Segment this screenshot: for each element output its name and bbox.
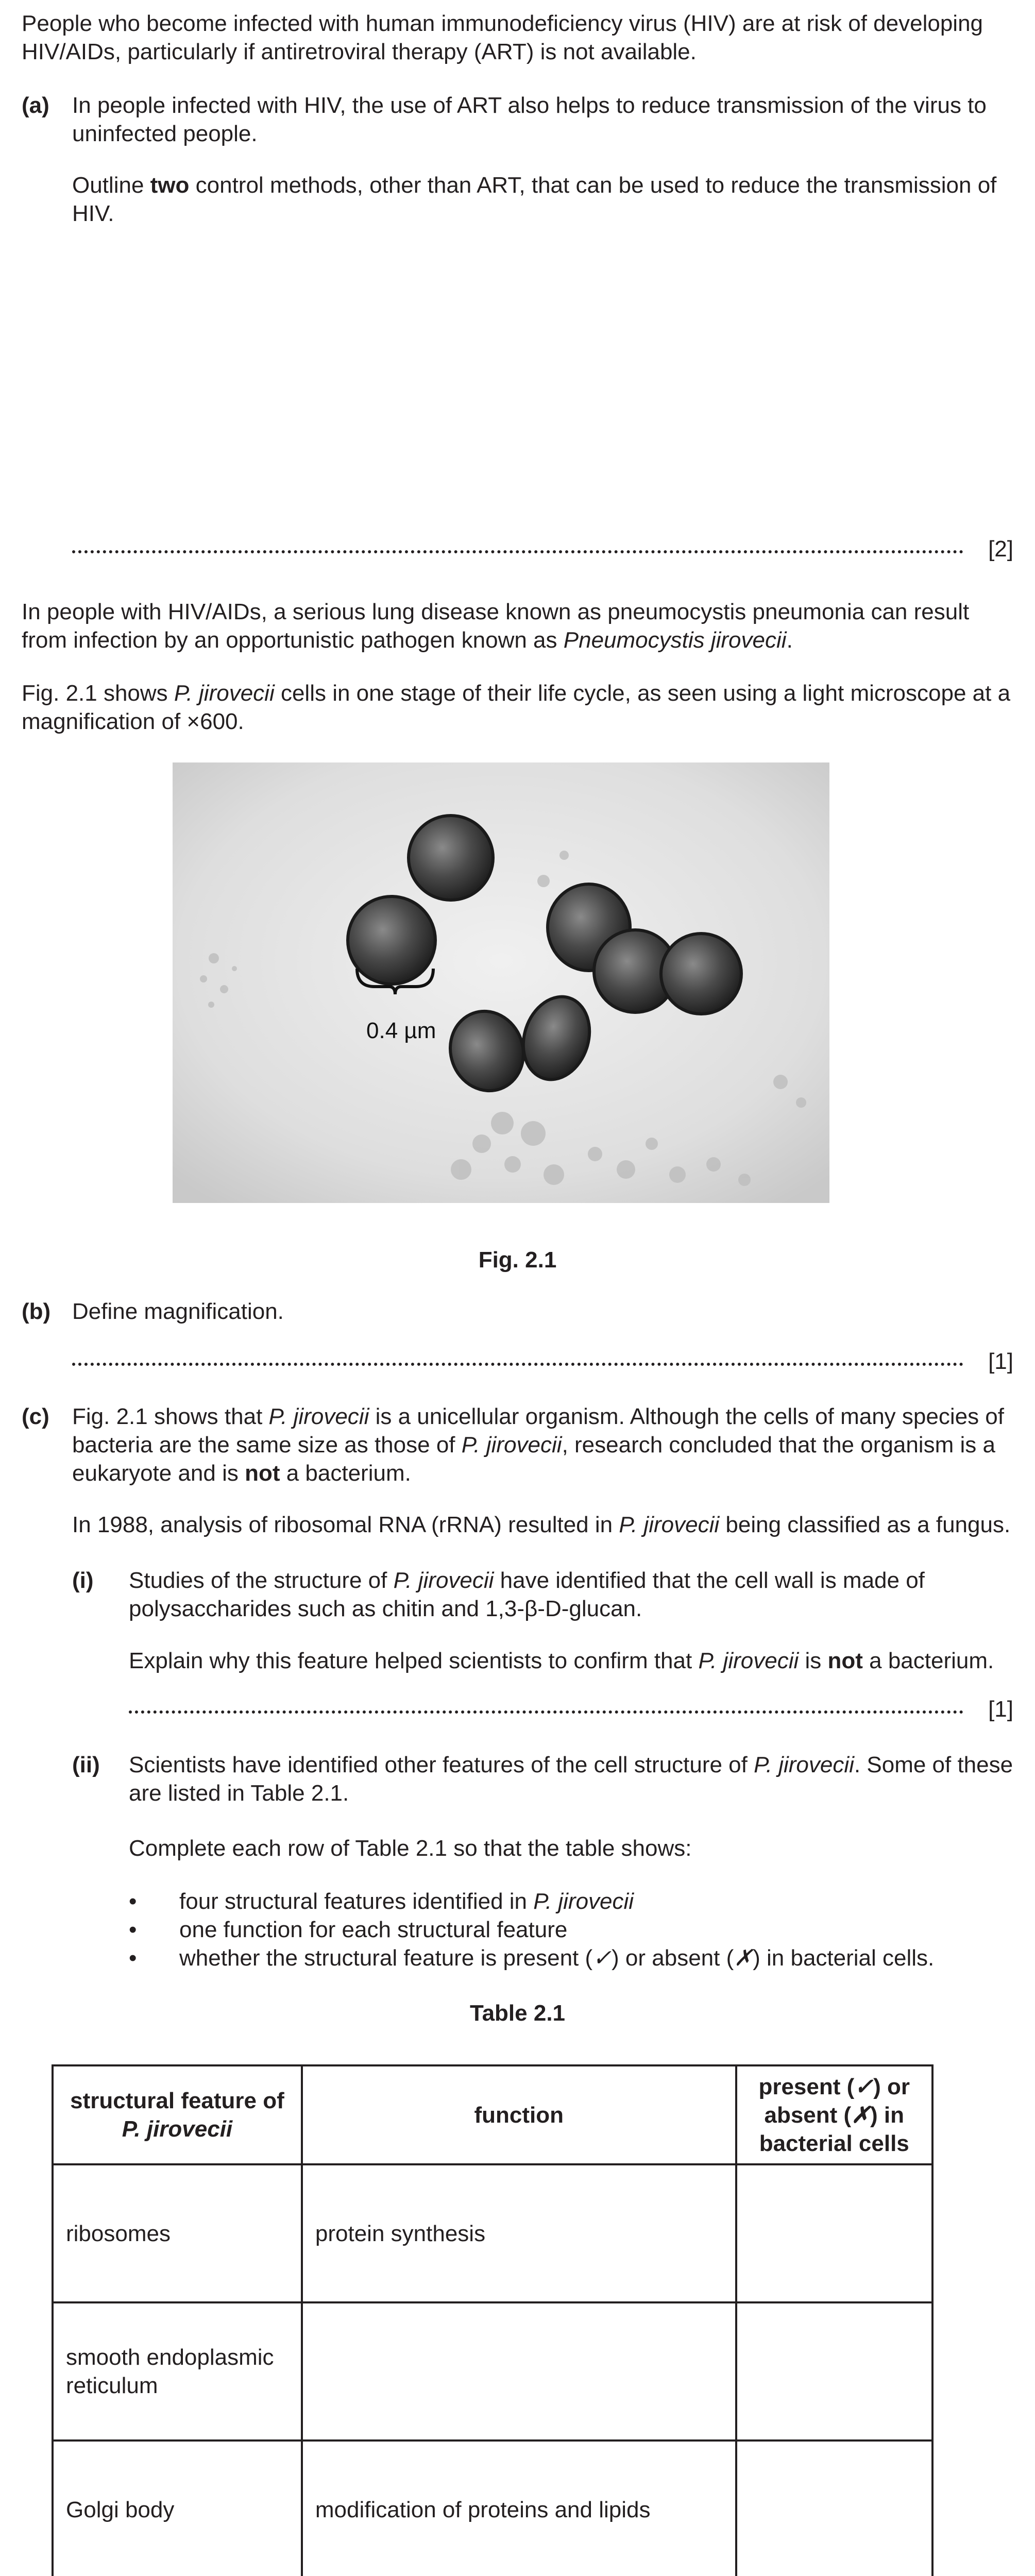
table-row — [53, 2441, 932, 2576]
question-c-ii-text: Scientists have identified other features of the cell structure of P. jirovecii. Some of these are listed in Table 2.1. — [129, 1752, 1013, 1806]
table-row — [53, 2164, 932, 2302]
bullet-item: • one function for each structural feature — [129, 1916, 1013, 1944]
question-c-label: (c) — [22, 1404, 49, 1429]
cell-present-answer[interactable] — [736, 2302, 933, 2441]
bullet-item: • four structural features identified in P. jirovecii — [129, 1887, 1013, 1916]
question-b-label: (b) — [22, 1299, 51, 1324]
cell-present-answer[interactable] — [736, 2164, 933, 2302]
answer-line-a[interactable] — [72, 550, 963, 553]
cell-feature: smooth endoplasmic reticulum — [53, 2302, 302, 2441]
question-c-i-text: Studies of the structure of P. jirovecii have identified that the cell wall is made of polysaccharides such as chitin and 1,3-β-D-glucan. — [129, 1568, 925, 1621]
question-c-ii-instruction: Complete each row of Table 2.1 so that the table shows: — [129, 1836, 692, 1861]
context-paragraph-2: Fig. 2.1 shows P. jirovecii cells in one stage of their life cycle, as seen using a light microscope at a magnification of ×600. — [22, 681, 1011, 734]
col-header-feature: structural feature of P. jirovecii — [53, 2065, 302, 2164]
context-paragraph-1: In people with HIV/AIDs, a serious lung disease known as pneumocystis pneumonia can result from infection by an opportunistic pathogen known as Pneumocystis jirovecii. — [22, 599, 970, 653]
table-caption: Table 2.1 — [469, 2001, 566, 2026]
question-c-rrna-text: In 1988, analysis of ribosomal RNA (rRNA) resulted in P. jirovecii being classified as a fungus. — [72, 1512, 1011, 1537]
cell-feature: ribosomes — [53, 2164, 302, 2302]
marks-a: [2] — [988, 536, 1013, 562]
question-a-label: (a) — [22, 93, 49, 118]
col-header-function: function — [302, 2065, 736, 2164]
marks-b: [1] — [988, 1349, 1013, 1374]
intro-text: People who become infected with human immunodeficiency virus (HIV) are at risk of developing HIV/AIDs, particularly if antiretroviral therapy (ART) is not available. — [22, 11, 983, 64]
figure-caption: Fig. 2.1 — [478, 1247, 557, 1273]
answer-line-b[interactable] — [72, 1363, 963, 1366]
question-c-i-label: (i) — [72, 1568, 94, 1593]
table-header-row — [53, 2065, 932, 2164]
question-a-text: In people infected with HIV, the use of ART also helps to reduce transmission of the virus to uninfected people. — [72, 93, 987, 146]
col-header-present: present (✓) or absent (✗) in bacterial cells — [736, 2065, 933, 2164]
scale-label: 0.4 µm — [366, 1018, 436, 1043]
cell-function-answer[interactable] — [302, 2302, 736, 2441]
question-b-text: Define magnification. — [72, 1299, 284, 1324]
bullet-item: • whether the structural feature is present (✓) or absent (✗) in bacterial cells. — [129, 1944, 1013, 1972]
bullet-list — [129, 1887, 1013, 1972]
question-c-ii-label: (ii) — [72, 1752, 100, 1777]
cell-present-answer[interactable] — [736, 2441, 933, 2576]
cell-function: protein synthesis — [302, 2164, 736, 2302]
question-c-text: Fig. 2.1 shows that P. jirovecii is a unicellular organism. Although the cells of many species of bacteria are the same size as those of P. jirovecii, research concluded that the organism is a eukaryote and is not a bacterium. — [72, 1404, 1005, 1486]
question-c-i-instruction: Explain why this feature helped scientists to confirm that P. jirovecii is not a bacterium. — [129, 1648, 994, 1673]
cell-function: modification of proteins and lipids — [302, 2441, 736, 2576]
table-row — [53, 2302, 932, 2441]
table-2-1 — [52, 2064, 934, 2576]
micrograph-image — [173, 762, 829, 1203]
answer-line-c-i[interactable] — [129, 1710, 963, 1714]
marks-c-i: [1] — [988, 1697, 1013, 1722]
cell-feature: Golgi body — [53, 2441, 302, 2576]
question-a-instruction: Outline two control methods, other than ART, that can be used to reduce the transmission of HIV. — [72, 173, 997, 226]
